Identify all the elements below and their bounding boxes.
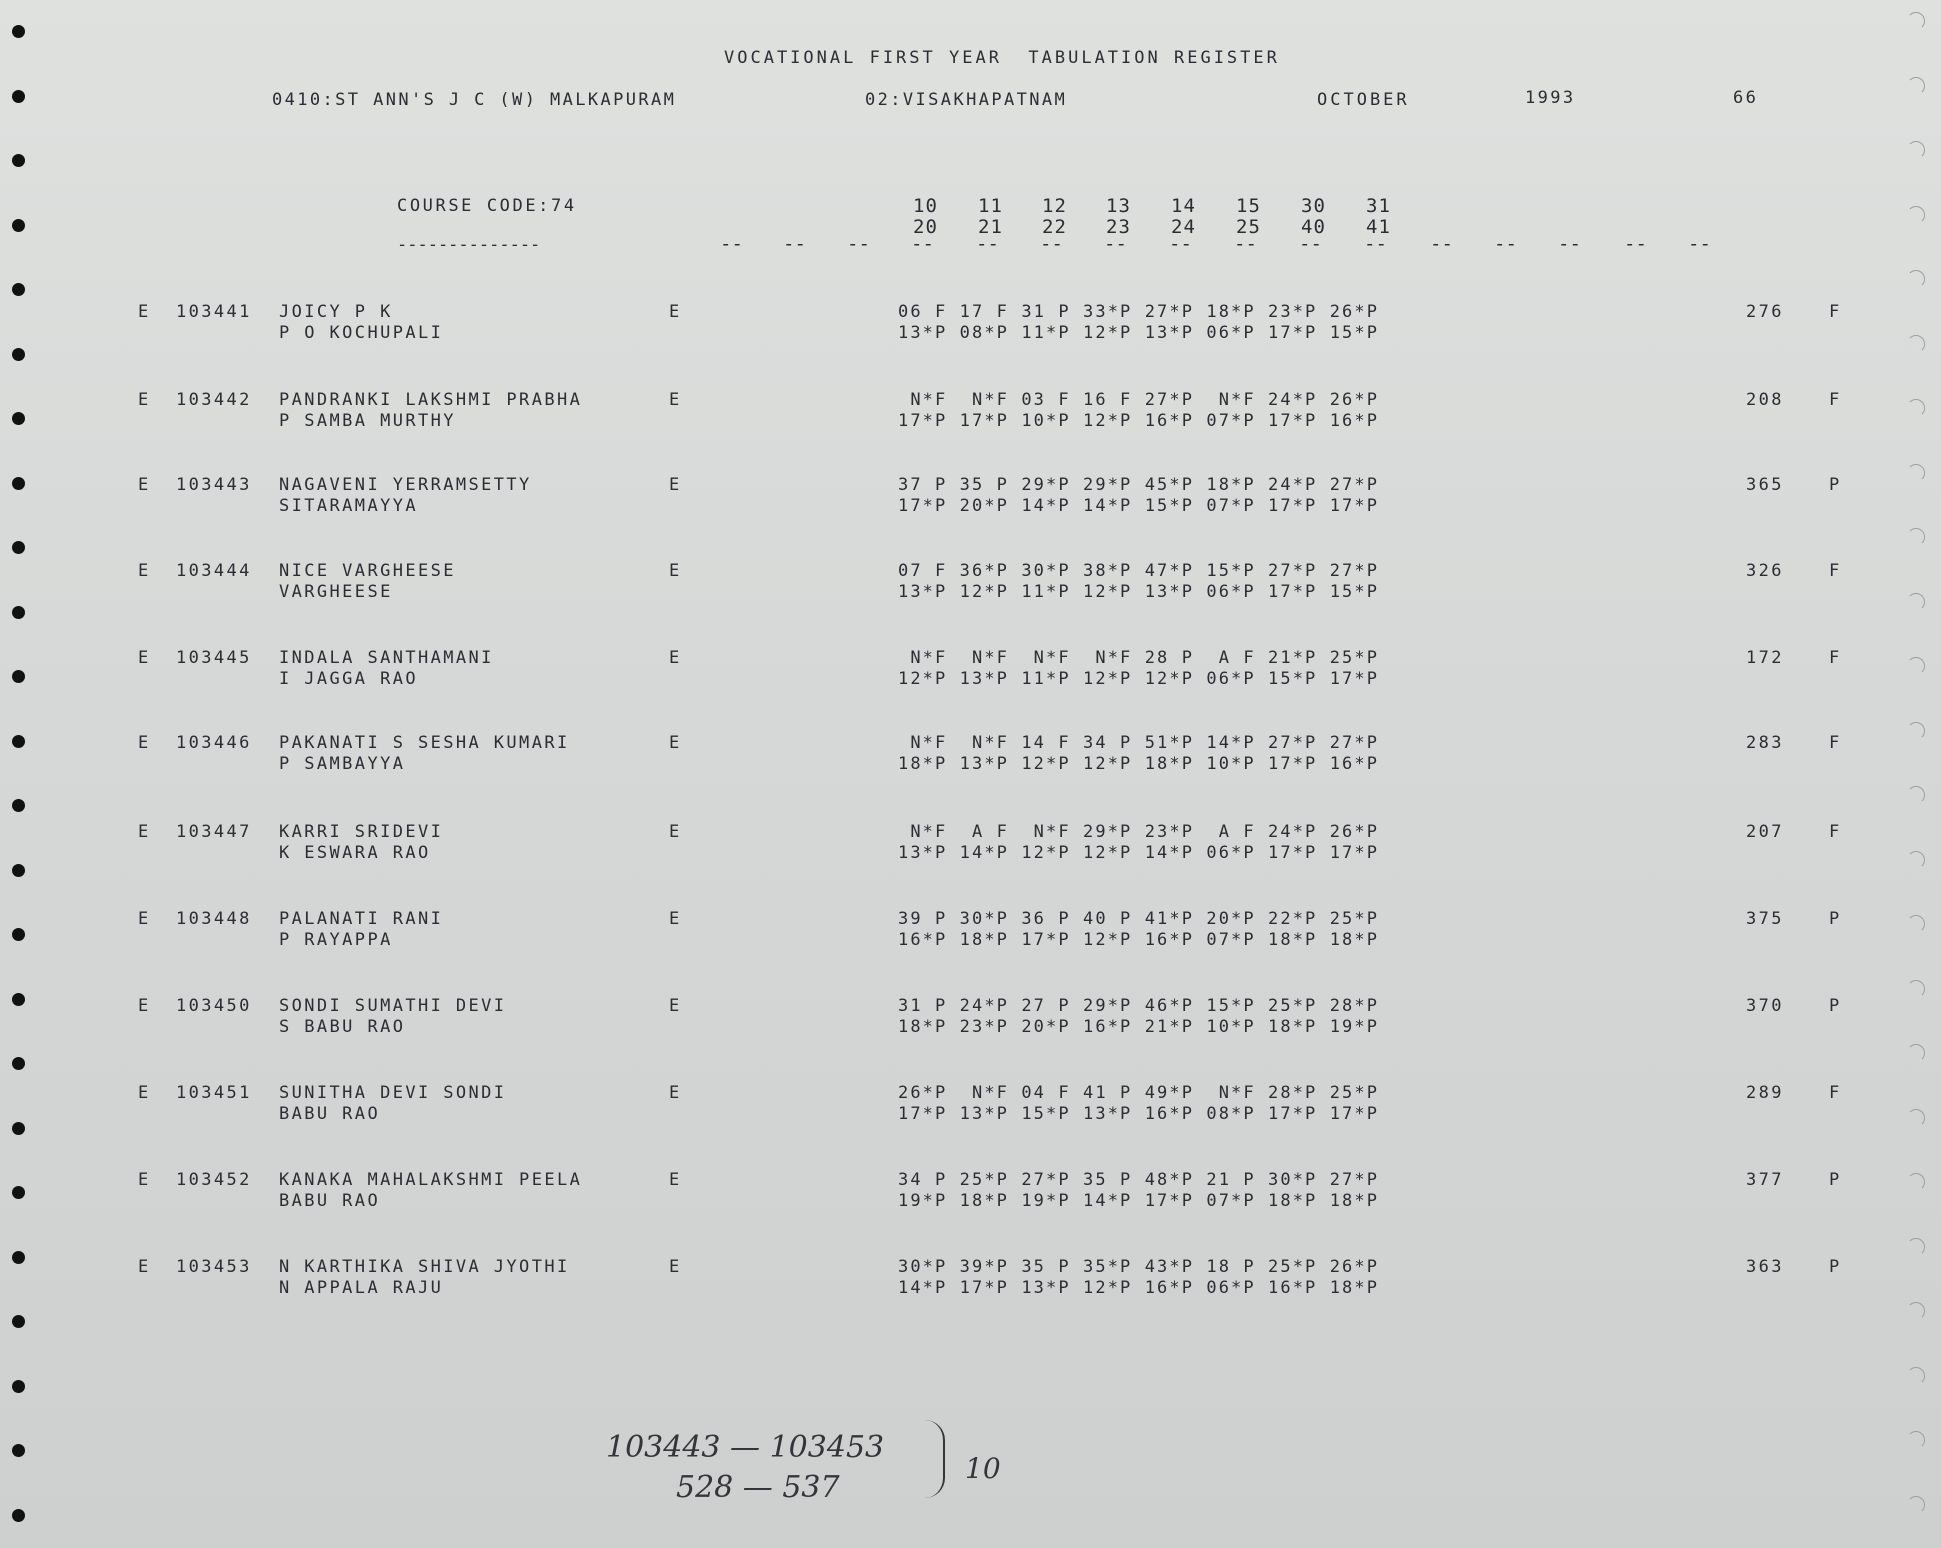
separator-dash: -- [783,233,806,255]
hall-ticket-number: 103451 [176,1083,252,1103]
student-name: SONDI SUMATHI DEVI [279,996,507,1016]
parent-name: N APPALA RAJU [279,1278,444,1298]
marks-row-2: 13*P 12*P 11*P 12*P 13*P 06*P 17*P 15*P [898,582,1380,602]
punch-hole [1907,1496,1925,1514]
punch-hole [1907,1431,1925,1449]
subject-code: 15 [1236,195,1261,217]
subject-code: 20 [913,216,938,238]
hall-ticket-number: 103453 [176,1257,252,1277]
result: F [1829,302,1842,322]
punch-hole [12,799,25,812]
student-name: JOICY P K [279,302,393,322]
separator-dash: -- [1040,233,1063,255]
subject-code: 41 [1366,216,1391,238]
hall-ticket-number: 103447 [176,822,252,842]
register-title: VOCATIONAL FIRST YEAR TABULATION REGISTER [724,48,1280,68]
student-name: PANDRANKI LAKSHMI PRABHA [279,390,583,410]
marks-row-1: 37 P 35 P 29*P 29*P 45*P 18*P 24*P 27*P [898,475,1380,495]
punch-hole [1907,786,1925,804]
punch-hole [1907,1238,1925,1256]
medium: E [669,1257,682,1277]
marks-row-1: N*F N*F 03 F 16 F 27*P N*F 24*P 26*P [898,390,1380,410]
student-name: KANAKA MAHALAKSHMI PEELA [279,1170,583,1190]
parent-name: BABU RAO [279,1191,381,1211]
medium: E [669,390,682,410]
student-name: INDALA SANTHAMANI [279,648,494,668]
student-name: KARRI SRIDEVI [279,822,444,842]
subject-code: 14 [1171,195,1196,217]
medium: E [669,1083,682,1103]
record-tag: E [138,909,151,929]
parent-name: I JAGGA RAO [279,669,418,689]
marks-row-2: 13*P 08*P 11*P 12*P 13*P 06*P 17*P 15*P [898,323,1380,343]
separator-dash: -- [911,233,934,255]
marks-row-1: 39 P 30*P 36 P 40 P 41*P 20*P 22*P 25*P [898,909,1380,929]
record-tag: E [138,1170,151,1190]
marks-row-2: 14*P 17*P 13*P 12*P 16*P 06*P 16*P 18*P [898,1278,1380,1298]
separator-dash: -- [1234,233,1257,255]
punch-hole [12,1380,25,1393]
subject-code: 25 [1236,216,1261,238]
subject-code: 13 [1106,195,1131,217]
subject-code: 10 [913,195,938,217]
medium: E [669,302,682,322]
separator-dash: -- [1494,233,1517,255]
student-record [0,1257,1941,1307]
total-marks: 207 [1746,822,1784,842]
total-marks: 370 [1746,996,1784,1016]
result: F [1829,822,1842,842]
total-marks: 283 [1746,733,1784,753]
punch-hole [12,219,25,232]
parent-name: SITARAMAYYA [279,496,418,516]
punch-hole [12,154,25,167]
student-record [0,822,1941,872]
parent-name: K ESWARA RAO [279,843,431,863]
result: P [1829,996,1842,1016]
result: F [1829,390,1842,410]
marks-row-1: 34 P 25*P 27*P 35 P 48*P 21 P 30*P 27*P [898,1170,1380,1190]
course-code-underline: -------------- [397,235,541,255]
punch-hole [12,25,25,38]
punch-hole [12,1509,25,1522]
record-tag: E [138,1257,151,1277]
marks-row-1: 26*P N*F 04 F 41 P 49*P N*F 28*P 25*P [898,1083,1380,1103]
punch-hole [12,1444,25,1457]
student-record [0,1083,1941,1133]
punch-hole [1907,528,1925,546]
student-record [0,648,1941,698]
record-tag: E [138,561,151,581]
punch-hole [1907,206,1925,224]
parent-name: P O KOCHUPALI [279,323,444,343]
subject-code: 40 [1301,216,1326,238]
total-marks: 375 [1746,909,1784,929]
marks-row-1: 07 F 36*P 30*P 38*P 47*P 15*P 27*P 27*P [898,561,1380,581]
total-marks: 289 [1746,1083,1784,1103]
medium: E [669,822,682,842]
marks-row-2: 18*P 23*P 20*P 16*P 21*P 10*P 18*P 19*P [898,1017,1380,1037]
punch-hole [1907,141,1925,159]
marks-row-1: 30*P 39*P 35 P 35*P 43*P 18 P 25*P 26*P [898,1257,1380,1277]
separator-dash: -- [1104,233,1127,255]
punch-hole [12,1315,25,1328]
subject-code: 23 [1106,216,1131,238]
punch-hole [1907,77,1925,95]
total-marks: 365 [1746,475,1784,495]
punch-hole [1907,270,1925,288]
result: F [1829,1083,1842,1103]
hall-ticket-number: 103445 [176,648,252,668]
institution-name: 0410:ST ANN'S J C (W) MALKAPURAM [272,90,677,110]
separator-dash: -- [1430,233,1453,255]
marks-row-1: N*F N*F 14 F 34 P 51*P 14*P 27*P 27*P [898,733,1380,753]
handwritten-count: 10 [965,1452,1001,1485]
hall-ticket-number: 103446 [176,733,252,753]
hall-ticket-number: 103444 [176,561,252,581]
subject-code: 30 [1301,195,1326,217]
medium: E [669,475,682,495]
page-number: 66 [1733,88,1759,108]
parent-name: P SAMBA MURTHY [279,411,456,431]
punch-hole [12,283,25,296]
student-record [0,909,1941,959]
subject-code: 12 [1042,195,1067,217]
separator-dash: -- [847,233,870,255]
separator-dash: -- [1169,233,1192,255]
parent-name: P SAMBAYYA [279,754,406,774]
marks-row-2: 12*P 13*P 11*P 12*P 12*P 06*P 15*P 17*P [898,669,1380,689]
separator-dash: -- [720,233,743,255]
exam-year: 1993 [1525,88,1576,108]
medium: E [669,733,682,753]
parent-name: BABU RAO [279,1104,381,1124]
handwritten-serial-range: 528 — 537 [676,1470,840,1505]
student-record [0,996,1941,1046]
parent-name: S BABU RAO [279,1017,406,1037]
total-marks: 377 [1746,1170,1784,1190]
marks-row-1: N*F A F N*F 29*P 23*P A F 24*P 26*P [898,822,1380,842]
result: F [1829,561,1842,581]
separator-dash: -- [976,233,999,255]
student-name: SUNITHA DEVI SONDI [279,1083,507,1103]
punch-hole [12,90,25,103]
student-record [0,390,1941,440]
punch-hole [1907,1044,1925,1062]
marks-row-1: 31 P 24*P 27 P 29*P 46*P 15*P 25*P 28*P [898,996,1380,1016]
medium: E [669,1170,682,1190]
parent-name: VARGHEESE [279,582,393,602]
subject-code: 31 [1366,195,1391,217]
marks-row-2: 17*P 17*P 10*P 12*P 16*P 07*P 17*P 16*P [898,411,1380,431]
separator-dash: -- [1299,233,1322,255]
student-name: PALANATI RANI [279,909,444,929]
student-record [0,733,1941,783]
marks-row-2: 19*P 18*P 19*P 14*P 17*P 07*P 18*P 18*P [898,1191,1380,1211]
punch-hole [12,1057,25,1070]
hall-ticket-number: 103443 [176,475,252,495]
separator-dash: -- [1624,233,1647,255]
result: F [1829,648,1842,668]
separator-dash: -- [1688,233,1711,255]
student-record [0,1170,1941,1220]
hall-ticket-number: 103448 [176,909,252,929]
marks-row-1: N*F N*F N*F N*F 28 P A F 21*P 25*P [898,648,1380,668]
student-name: NAGAVENI YERRAMSETTY [279,475,532,495]
result: P [1829,475,1842,495]
punch-hole [1907,12,1925,30]
student-record [0,302,1941,352]
marks-row-2: 16*P 18*P 17*P 12*P 16*P 07*P 18*P 18*P [898,930,1380,950]
total-marks: 326 [1746,561,1784,581]
exam-month: OCTOBER [1317,90,1410,110]
record-tag: E [138,996,151,1016]
record-tag: E [138,733,151,753]
student-record [0,475,1941,525]
record-tag: E [138,390,151,410]
separator-dash: -- [1558,233,1581,255]
handwritten-brace [925,1420,945,1498]
result: P [1829,909,1842,929]
record-tag: E [138,822,151,842]
subject-code: 24 [1171,216,1196,238]
result: F [1829,733,1842,753]
total-marks: 276 [1746,302,1784,322]
district-name: 02:VISAKHAPATNAM [865,90,1068,110]
student-name: PAKANATI S SESHA KUMARI [279,733,570,753]
course-code: COURSE CODE:74 [397,196,577,216]
record-tag: E [138,302,151,322]
result: P [1829,1170,1842,1190]
result: P [1829,1257,1842,1277]
marks-row-2: 13*P 14*P 12*P 12*P 14*P 06*P 17*P 17*P [898,843,1380,863]
total-marks: 363 [1746,1257,1784,1277]
medium: E [669,996,682,1016]
punch-hole [1907,1367,1925,1385]
student-name: NICE VARGHEESE [279,561,456,581]
parent-name: P RAYAPPA [279,930,393,950]
hall-ticket-number: 103442 [176,390,252,410]
record-tag: E [138,648,151,668]
subject-code: 11 [978,195,1003,217]
total-marks: 172 [1746,648,1784,668]
medium: E [669,561,682,581]
record-tag: E [138,475,151,495]
punch-hole [12,541,25,554]
subject-code: 22 [1042,216,1067,238]
marks-row-2: 18*P 13*P 12*P 12*P 18*P 10*P 17*P 16*P [898,754,1380,774]
student-record [0,561,1941,611]
medium: E [669,648,682,668]
marks-row-1: 06 F 17 F 31 P 33*P 27*P 18*P 23*P 26*P [898,302,1380,322]
student-name: N KARTHIKA SHIVA JYOTHI [279,1257,570,1277]
medium: E [669,909,682,929]
marks-row-2: 17*P 20*P 14*P 14*P 15*P 07*P 17*P 17*P [898,496,1380,516]
handwritten-roll-range: 103443 — 103453 [606,1430,885,1465]
hall-ticket-number: 103441 [176,302,252,322]
separator-dash: -- [1364,233,1387,255]
hall-ticket-number: 103452 [176,1170,252,1190]
total-marks: 208 [1746,390,1784,410]
marks-row-2: 17*P 13*P 15*P 13*P 16*P 08*P 17*P 17*P [898,1104,1380,1124]
subject-code: 21 [978,216,1003,238]
hall-ticket-number: 103450 [176,996,252,1016]
record-tag: E [138,1083,151,1103]
